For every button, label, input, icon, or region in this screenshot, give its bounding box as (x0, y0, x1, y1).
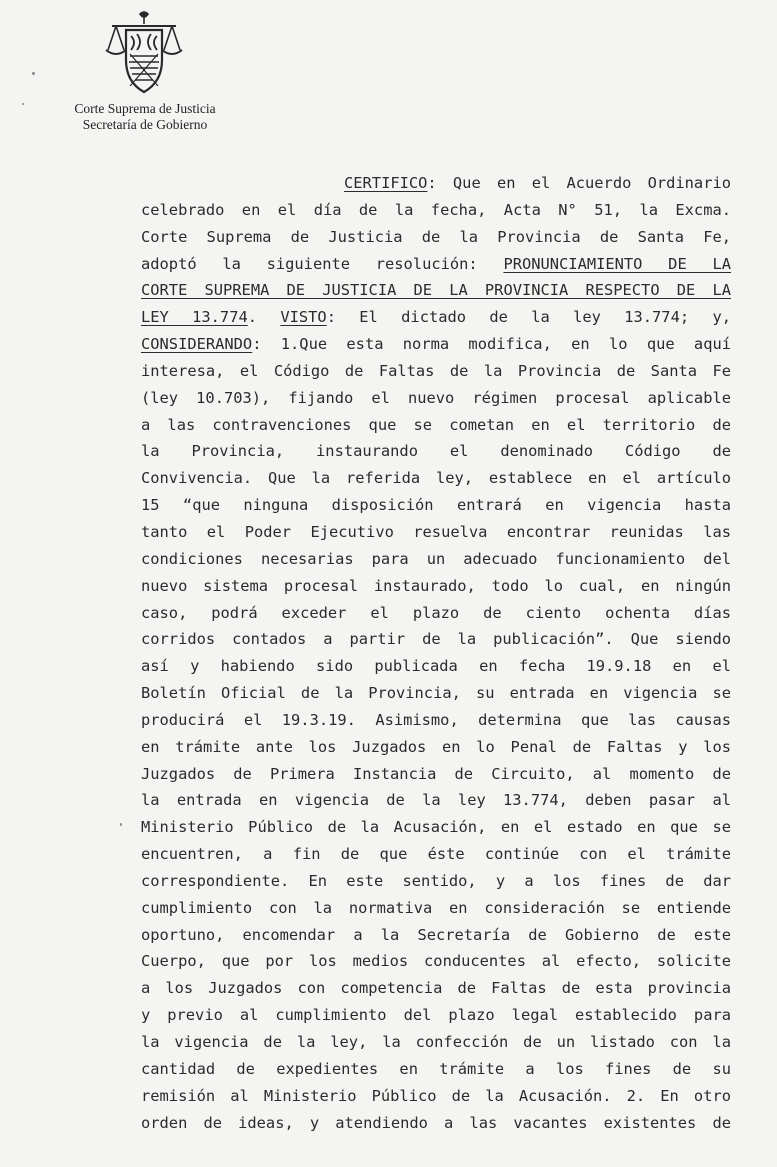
text-line: correspondiente. En este sentido, y a los fines de dar (141, 871, 731, 890)
text-line: producirá el 19.3.19. Asimismo, determina que las causas (141, 710, 731, 729)
text-line: interesa, el Código de Faltas de la Provincia de Santa Fe (141, 361, 731, 380)
text-line: adoptó la siguiente resolución: PRONUNCIAMIENTO DE LA (141, 254, 731, 273)
text-line: condiciones necesarias para un adecuado funcionamiento del (141, 549, 731, 568)
text-line: a los Juzgados con competencia de Faltas de esta provincia (141, 979, 731, 998)
text-line: a las contravenciones que se cometan en el territorio de (141, 415, 731, 434)
text-line: Convivencia. Que la referida ley, establece en el artículo (141, 469, 731, 488)
scan-speck (32, 72, 35, 75)
text-line: caso, podrá exceder el plazo de ciento ochenta días (141, 603, 731, 622)
text-line: Corte Suprema de Justicia de la Provincia de Santa Fe, (141, 227, 731, 246)
text-line: la Provincia, instaurando el denominado Código de (141, 442, 731, 461)
scales-of-justice-emblem-icon (104, 10, 184, 98)
text-line: así y habiendo sido publicada en fecha 19.9.18 en el (141, 657, 731, 676)
text-line: en trámite ante los Juzgados en lo Penal de Faltas y los (141, 737, 731, 756)
text-line: remisión al Ministerio Público de la Acusación. 2. En otro (141, 1086, 731, 1105)
text-line: encuentren, a fin de que éste continúe con el trámite (141, 845, 731, 864)
text-line: oportuno, encomendar a la Secretaría de Gobierno de este (141, 925, 731, 944)
resolution-title: LEY 13.774 (141, 308, 248, 327)
issuing-organization (60, 101, 230, 133)
text-line: (ley 10.703), fijando el nuevo régimen procesal aplicable (141, 388, 731, 407)
certifico-heading: CERTIFICO (344, 174, 428, 192)
scan-speck (120, 823, 122, 826)
text-line: y previo al cumplimiento del plazo legal establecido para (141, 1006, 731, 1025)
text-line: orden de ideas, y atendiendo a las vacantes existentes de (141, 1113, 731, 1132)
text-line: Ministerio Público de la Acusación, en el estado en que se (141, 818, 731, 837)
text-line: cantidad de expedientes en trámite a los fines de su (141, 1059, 731, 1078)
text-line: LEY 13.774. VISTO: El dictado de la ley 13.774; y, (141, 308, 731, 327)
text-line: corridos contados a partir de la publicación”. Que siendo (141, 630, 731, 649)
text-line: celebrado en el día de la fecha, Acta N° 51, la Excma. (141, 200, 731, 219)
org-department: Secretaría de Gobierno (82, 117, 208, 132)
org-name: Corte Suprema de Justicia (74, 101, 216, 116)
scan-speck (22, 103, 24, 105)
resolution-title: CORTE SUPREMA DE JUSTICIA DE LA PROVINCIA RESPECTO DE LA (141, 281, 731, 300)
text-line: CERTIFICO: Que en el Acuerdo Ordinario (344, 174, 731, 192)
considerando-heading: CONSIDERANDO (141, 335, 253, 354)
text-line: Juzgados de Primera Instancia de Circuito, al momento de (141, 764, 731, 783)
resolution-title: PRONUNCIAMIENTO DE LA (503, 254, 731, 273)
text-line: Cuerpo, que por los medios conducentes al efecto, solicite (141, 952, 731, 971)
text-line: nuevo sistema procesal instaurado, todo lo cual, en ningún (141, 576, 731, 595)
text-line: cumplimiento con la normativa en consideración se entiende (141, 898, 731, 917)
text-line: Boletín Oficial de la Provincia, su entrada en vigencia se (141, 684, 731, 703)
text-line: la entrada en vigencia de la ley 13.774, deben pasar al (141, 791, 731, 810)
certificate-body (141, 170, 731, 1136)
text-line: CONSIDERANDO: 1.Que esta norma modifica, en lo que aquí (141, 335, 731, 354)
text-line: la vigencia de la ley, la confección de un listado con la (141, 1033, 731, 1051)
visto-heading: VISTO (280, 308, 327, 327)
text-line: tanto el Poder Ejecutivo resuelva encontrar reunidas las (141, 522, 731, 541)
text-line: 15 “que ninguna disposición entrará en vigencia hasta (141, 496, 731, 515)
